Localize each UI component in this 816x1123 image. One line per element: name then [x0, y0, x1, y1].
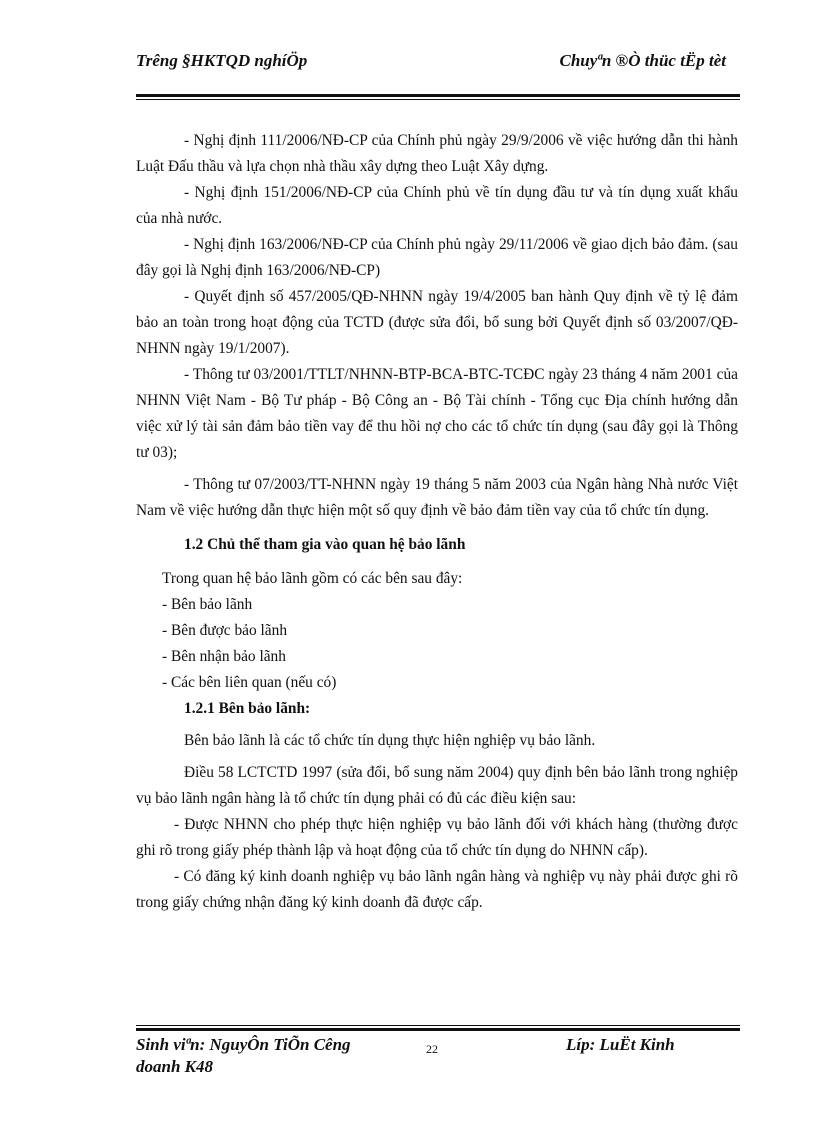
- paragraph-condition-2: - Có đăng ký kinh doanh nghiệp vụ bảo lãnh ngân hàng và nghiệp vụ này phải được ghi rõ trong giấy chứng nhận đăng ký kinh doanh đã được cấp.: [136, 868, 738, 911]
- page-footer: [136, 1034, 740, 1078]
- page-header: [136, 50, 740, 94]
- paragraph-guarantor-definition: Bên bảo lãnh là các tổ chức tín dụng thực hiện nghiệp vụ bảo lãnh.: [184, 732, 596, 749]
- parties-intro: Trong quan hệ bảo lãnh gồm có các bên sau đây:: [162, 570, 463, 587]
- header-rule-thin: [136, 99, 740, 100]
- paragraph-circular-07: - Thông tư 07/2003/TT-NHNN ngày 19 tháng 5 năm 2003 của Ngân hàng Nhà nước Việt Nam về việc hướng dẫn thực hiện một số quy định về bảo đảm tiền vay của tổ chức tín dụng.: [136, 476, 738, 519]
- paragraph-decree-163: - Nghị định 163/2006/NĐ-CP của Chính phủ ngày 29/11/2006 về giao dịch bảo đảm. (sau đây gọi là Nghị định 163/2006/NĐ-CP): [136, 236, 738, 279]
- list-item: - Bên nhận bảo lãnh: [162, 648, 286, 665]
- section-heading-1-2: 1.2 Chủ thể tham gia vào quan hệ bảo lãnh: [184, 536, 466, 553]
- paragraph-decree-151: - Nghị định 151/2006/NĐ-CP của Chính phủ về tín dụng đầu tư và tín dụng xuất khẩu của nhà nước.: [136, 184, 738, 227]
- page-body: [136, 128, 738, 916]
- paragraph-condition-1: - Được NHNN cho phép thực hiện nghiệp vụ bảo lãnh đối với khách hàng (thường được ghi rõ trong giấy phép thành lập và hoạt động của tổ chức tín dụng do NHNN cấp).: [136, 816, 738, 859]
- list-item: - Bên được bảo lãnh: [162, 622, 288, 639]
- footer-rule-thick: [136, 1028, 740, 1031]
- paragraph-decision-457: - Quyết định số 457/2005/QĐ-NHNN ngày 19/4/2005 ban hành Quy định về tỷ lệ đảm bảo an toàn trong hoạt động của TCTD (được sửa đổi, bổ sung bởi Quyết định số 03/2007/QĐ-NHNN ngày 19/1/2007).: [136, 288, 738, 357]
- header-school: Trêng §HKTQD nghíÖp: [136, 51, 308, 70]
- list-item: - Các bên liên quan (nếu có): [162, 674, 337, 691]
- paragraph-article-58: Điều 58 LCTCTD 1997 (sửa đổi, bổ sung năm 2004) quy định bên bảo lãnh trong nghiệp vụ bảo lãnh ngân hàng là tổ chức tín dụng phải có đủ các điều kiện sau:: [136, 764, 738, 807]
- section-heading-1-2-1: 1.2.1 Bên bảo lãnh:: [184, 700, 311, 717]
- footer-rule-thin: [136, 1025, 740, 1026]
- list-item: - Bên bảo lãnh: [162, 596, 253, 613]
- paragraph-circular-03: - Thông tư 03/2001/TTLT/NHNN-BTP-BCA-BTC-TCĐC ngày 23 tháng 4 năm 2001 của NHNN Việt Nam - Bộ Tư pháp - Bộ Công an - Bộ Tài chính - Tổng cục Địa chính hướng dẫn việc xử lý tài sản đảm bảo tiền vay để thu hồi nợ cho các tổ chức tín dụng (sau đây gọi là Thông tư 03);: [136, 366, 738, 461]
- footer-class: Líp: LuËt Kinh: [566, 1035, 675, 1054]
- footer-student: Sinh viªn: NguyÔn TiÕn Cêng doanh K48: [136, 1035, 351, 1076]
- header-topic: Chuyªn ®Ò thüc tËp tèt: [559, 51, 726, 70]
- page-number: 22: [426, 1042, 438, 1056]
- header-rule-thick: [136, 94, 740, 97]
- paragraph-decree-111: - Nghị định 111/2006/NĐ-CP của Chính phủ ngày 29/9/2006 về việc hướng dẫn thi hành Luật Đấu thầu và lựa chọn nhà thầu xây dựng theo Luật Xây dựng.: [136, 132, 738, 175]
